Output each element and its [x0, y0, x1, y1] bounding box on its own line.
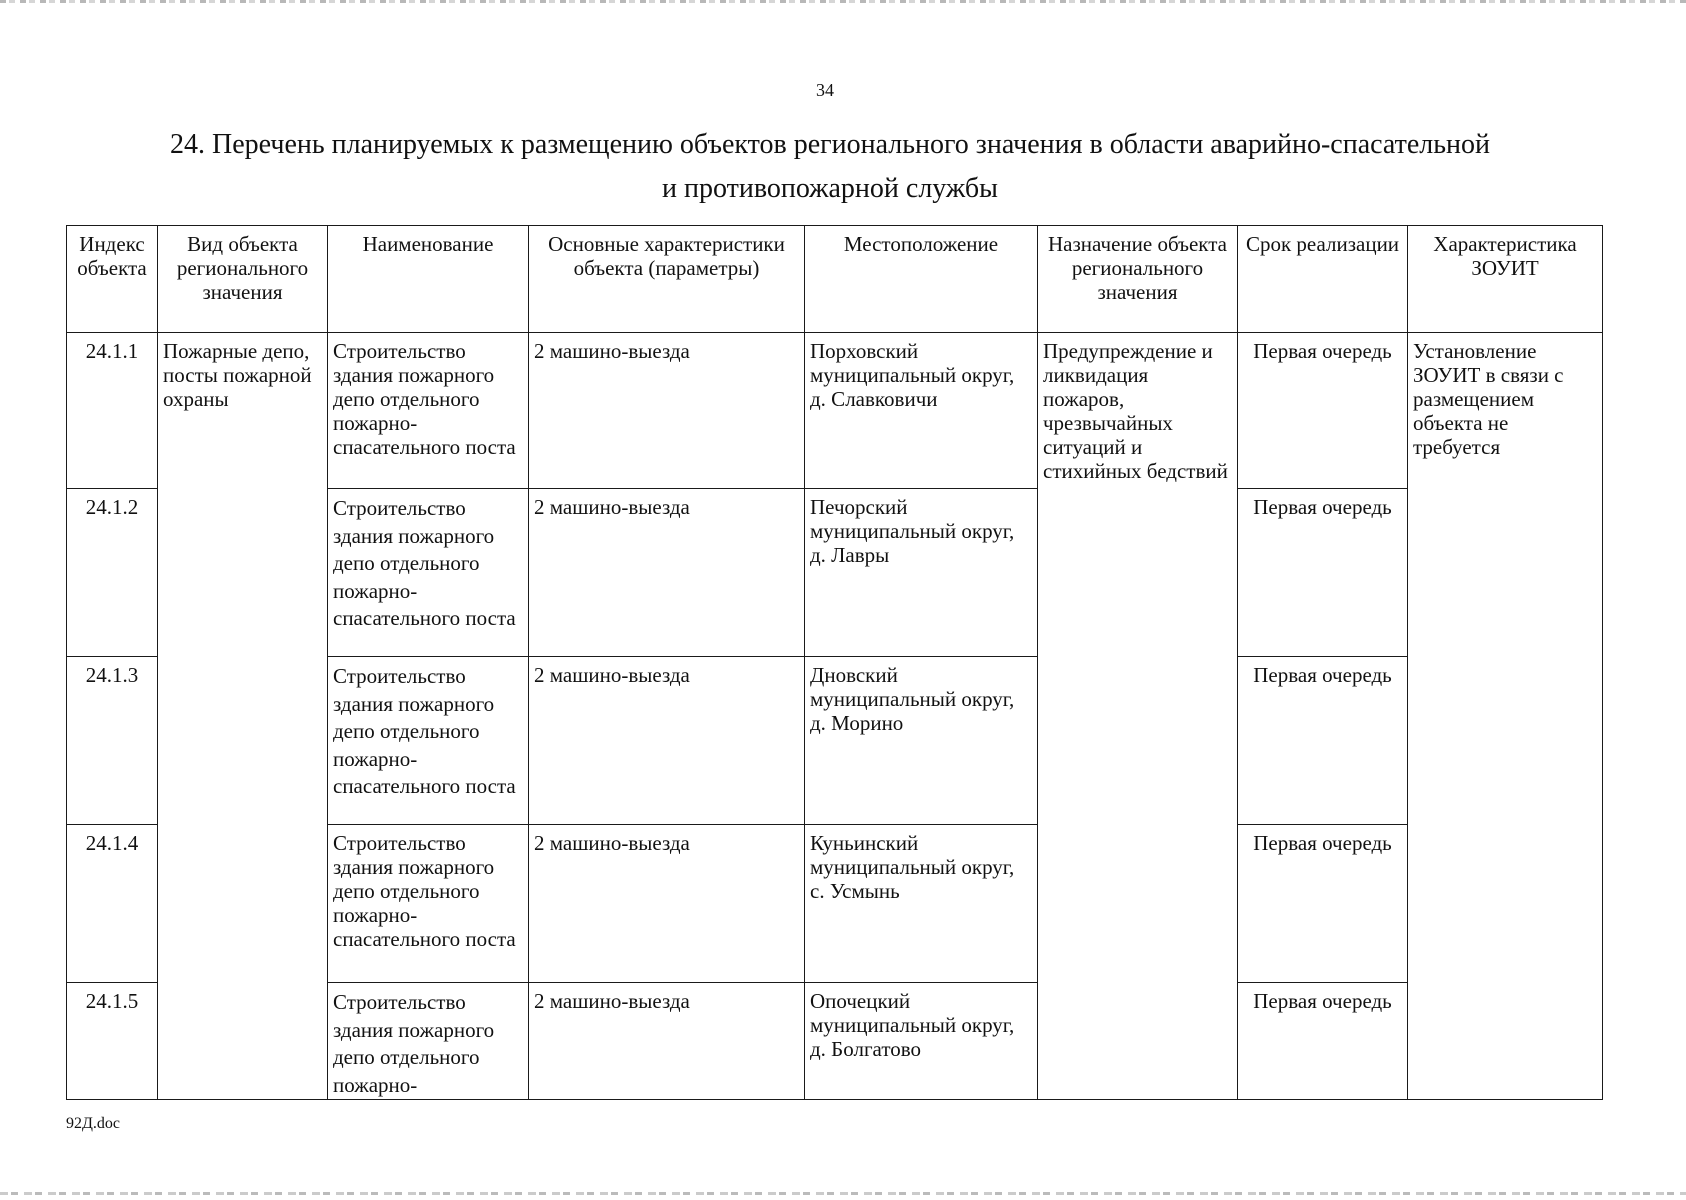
- scan-edge-top: [0, 0, 1686, 3]
- cell-term: Первая очередь: [1238, 657, 1408, 825]
- cell-object-type: Пожарные депо, посты пожарной охраны: [158, 333, 328, 1100]
- header-term: Срок реализации: [1238, 226, 1408, 333]
- title-line-1: 24. Перечень планируемых к размещению объектов регионального значения в области аварийно-спасательной: [170, 129, 1490, 160]
- cell-location: Печорский муниципальный округ, д. Лавры: [805, 489, 1038, 657]
- cell-index: 24.1.1: [67, 333, 158, 489]
- cell-params: 2 машино-выезда: [529, 489, 805, 657]
- cell-index: 24.1.5: [67, 983, 158, 1100]
- header-name: Наименование: [328, 226, 529, 333]
- header-location: Местоположение: [805, 226, 1038, 333]
- table-row: [67, 333, 1603, 489]
- objects-table-wrapper: [66, 225, 1603, 1100]
- objects-table: [66, 225, 1603, 1100]
- header-index: Индекс объекта: [67, 226, 158, 333]
- cell-term: Первая очередь: [1238, 489, 1408, 657]
- page-number: 34: [816, 80, 834, 100]
- cell-term: Первая очередь: [1238, 333, 1408, 489]
- cell-params: 2 машино-выезда: [529, 333, 805, 489]
- header-type: Вид объекта регионального значения: [158, 226, 328, 333]
- cell-name: Строительство здания пожарного депо отдельного пожарно-спасательного поста: [328, 657, 529, 825]
- scan-edge-bottom: [0, 1192, 1686, 1195]
- title-line-2: и противопожарной службы: [662, 173, 998, 204]
- header-zouit: Характеристика ЗОУИТ: [1408, 226, 1603, 333]
- cell-params: 2 машино-выезда: [529, 657, 805, 825]
- cell-term: Первая очередь: [1238, 983, 1408, 1100]
- cell-location: Порховский муниципальный округ, д. Славковичи: [805, 333, 1038, 489]
- cell-term: Первая очередь: [1238, 825, 1408, 983]
- cell-location: Куньинский муниципальный округ, с. Усмынь: [805, 825, 1038, 983]
- footer-file-name: 92Д.doc: [66, 1115, 121, 1132]
- cell-params: 2 машино-выезда: [529, 983, 805, 1100]
- cell-name: Строительство здания пожарного депо отдельного пожарно-спасательного поста: [328, 489, 529, 657]
- cell-index: 24.1.3: [67, 657, 158, 825]
- cell-purpose: Предупреждение и ликвидация пожаров, чрезвычайных ситуаций и стихийных бедствий: [1038, 333, 1238, 1100]
- header-params: Основные характеристики объекта (параметры): [529, 226, 805, 333]
- cell-location: Дновский муниципальный округ, д. Морино: [805, 657, 1038, 825]
- cell-name: Строительство здания пожарного депо отдельного пожарно-: [328, 983, 529, 1100]
- cell-name: Строительство здания пожарного депо отдельного пожарно-спасательного поста: [328, 333, 529, 489]
- table-header-row: [67, 226, 1603, 333]
- cell-location: Опочецкий муниципальный округ, д. Болгатово: [805, 983, 1038, 1100]
- cell-params: 2 машино-выезда: [529, 825, 805, 983]
- cell-name: Строительство здания пожарного депо отдельного пожарно-спасательного поста: [328, 825, 529, 983]
- document-title: [80, 123, 1580, 211]
- header-purpose: Назначение объекта регионального значения: [1038, 226, 1238, 333]
- cell-index: 24.1.2: [67, 489, 158, 657]
- cell-index: 24.1.4: [67, 825, 158, 983]
- cell-zouit: Установление ЗОУИТ в связи с размещением объекта не требуется: [1408, 333, 1603, 1100]
